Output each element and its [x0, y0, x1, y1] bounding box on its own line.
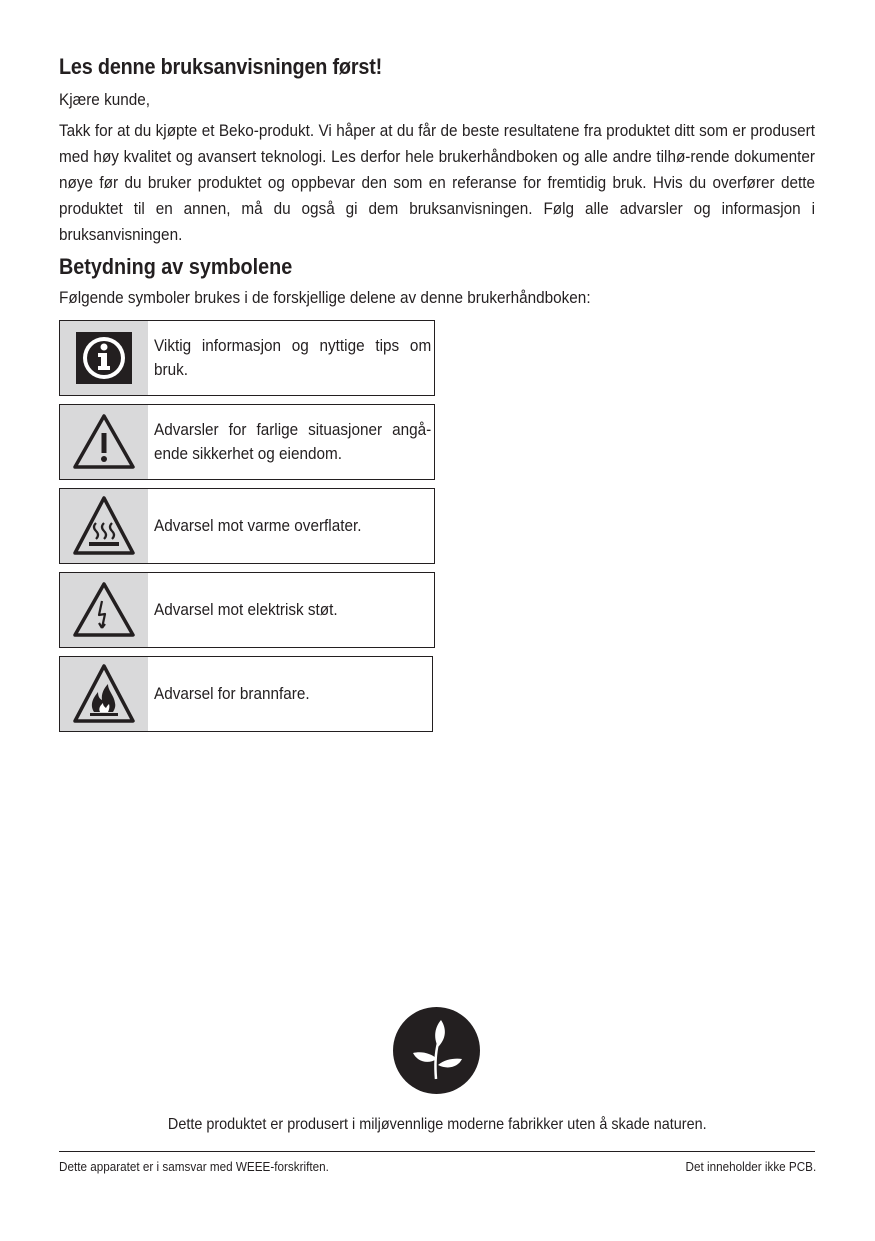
warning-icon	[72, 413, 136, 471]
page-title: Les denne bruksanvisningen først!	[59, 54, 383, 79]
symbol-text: Advarsel for brannfare.	[154, 684, 310, 703]
electric-shock-icon	[72, 581, 136, 639]
symbols-heading: Betydning av symbolene	[59, 254, 293, 279]
greeting: Kjære kunde,	[59, 90, 151, 109]
symbol-row-hot-surface	[59, 488, 435, 564]
symbol-row-electric	[59, 572, 435, 648]
symbol-text: Viktig informasjon og nyttige tips om bruk.	[154, 336, 432, 379]
info-icon	[76, 332, 132, 384]
symbol-text: Advarsler for farlige situasjoner angå-ende sikkerhet og eiendom.	[154, 420, 432, 463]
footer-weee: Dette apparatet er i samsvar med WEEE-forskriften.	[59, 1159, 329, 1174]
symbol-text: Advarsel mot varme overflater.	[154, 516, 362, 535]
symbol-text: Advarsel mot elektrisk støt.	[154, 600, 338, 619]
eco-leaf-icon	[393, 1007, 480, 1094]
symbol-row-info	[59, 320, 435, 396]
footer-divider	[59, 1151, 815, 1152]
footer-pcb: Det inneholder ikke PCB.	[685, 1159, 816, 1174]
symbol-row-fire	[59, 656, 433, 732]
hot-surface-icon	[72, 495, 136, 557]
symbol-row-warning	[59, 404, 435, 480]
eco-statement: Dette produktet er produsert i miljøvennlige moderne fabrikker uten å skade naturen.	[168, 1116, 707, 1133]
fire-hazard-icon	[72, 663, 136, 725]
intro-paragraph: Takk for at du kjøpte et Beko-produkt. Vi håper at du får de beste resultatene fra produktet ditt som er produsert med høy kvalitet og avansert teknologi. Les derfor hele brukerhåndboken og alle andre tilhø-rende dokumenter nøye før du bruker produktet og oppbevar den som en referanse for fremtidig bruk. Hvis du overfører dette produktet til en annen, må du også gi dem bruksanvisningen. Følg alle advarsler og informasjon i bruksanvisningen.	[59, 121, 815, 244]
symbols-intro: Følgende symboler brukes i de forskjellige delene av denne brukerhåndboken:	[59, 288, 591, 307]
